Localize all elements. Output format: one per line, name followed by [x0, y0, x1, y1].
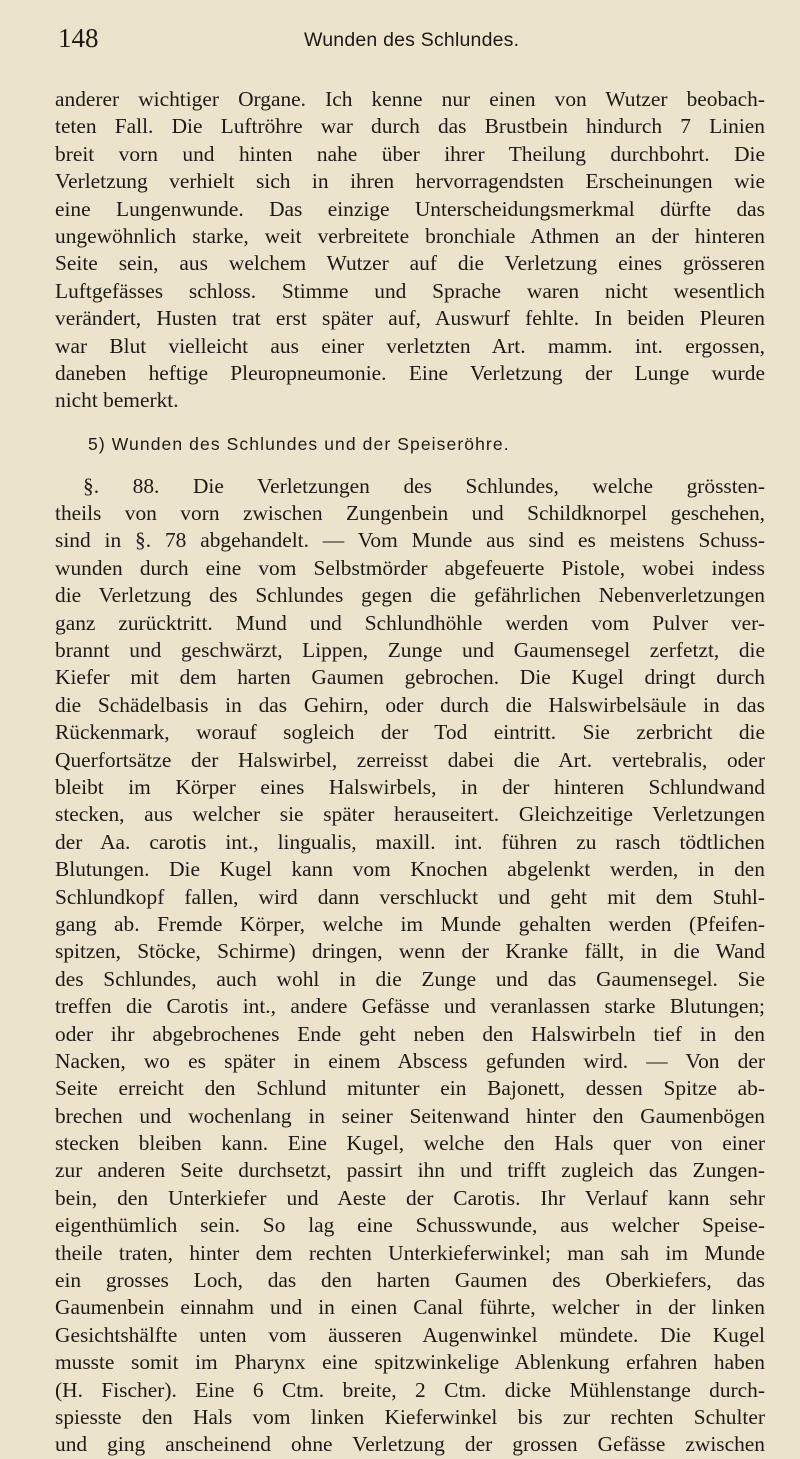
text-line: Rückenmark, worauf sogleich der Tod eintritt. Sie zerbricht die [55, 720, 765, 745]
text-line: bein, den Unterkiefer und Aeste der Carotis. Ihr Verlauf kann sehr [55, 1185, 765, 1210]
text-line: eigenthümlich sein. So lag eine Schusswunde, aus welcher Speise- [55, 1213, 765, 1238]
text-line: Seite erreicht den Schlund mitunter ein Bajonett, dessen Spitze ab- [55, 1076, 765, 1101]
text-line: Gaumenbein einnahm und in einen Canal führte, welcher in der linken [55, 1295, 765, 1320]
text-line: Blutungen. Die Kugel kann vom Knochen abgelenkt werden, in den [55, 857, 765, 882]
text-line: spiesste den Hals vom linken Kieferwinkel bis zur rechten Schulter [55, 1404, 765, 1429]
text-line: ein grosses Loch, das den harten Gaumen des Oberkiefers, das [55, 1268, 765, 1293]
text-line: theile traten, hinter dem rechten Unterkieferwinkel; man sah im Munde [55, 1240, 765, 1265]
text-line: war Blut vielleicht aus einer verletzten Art. mamm. int. ergossen, [55, 333, 765, 358]
text-line: theils von vorn zwischen Zungenbein und Schildknorpel geschehen, [55, 501, 765, 526]
text-line: die Verletzung des Schlundes gegen die gefährlichen Nebenverletzungen [55, 583, 765, 608]
text-line: ganz zurücktritt. Mund und Schlundhöhle werden vom Pulver ver- [55, 610, 765, 635]
text-line: wunden durch eine vom Selbstmörder abgefeuerte Pistole, wobei indess [55, 555, 765, 580]
paragraph-1 [55, 86, 765, 415]
text-line: bleibt im Körper eines Halswirbels, in der hinteren Schlundwand [55, 774, 765, 799]
text-line: Querfortsätze der Halswirbel, zerreisst dabei die Art. vertebralis, oder [55, 747, 765, 772]
text-line: verändert, Husten trat erst später auf, Auswurf fehlte. In beiden Pleuren [55, 306, 765, 331]
text-line: spitzen, Stöcke, Schirme) dringen, wenn der Kranke fällt, in die Wand [55, 939, 765, 964]
text-line: die Schädelbasis in das Gehirn, oder durch die Halswirbelsäule in das [55, 692, 765, 717]
text-line: gang ab. Fremde Körper, welche im Munde gehalten werden (Pfeifen- [55, 911, 765, 936]
text-line: des Schlundes, auch wohl in die Zunge und das Gaumensegel. Sie [55, 966, 765, 991]
paragraph-2 [55, 473, 765, 1459]
text-line: Schlundkopf fallen, wird dann verschluckt und geht mit dem Stuhl- [55, 884, 765, 909]
text-line: breit vorn und hinten nahe über ihrer Theilung durchbohrt. Die [55, 141, 765, 166]
text-line: der Aa. carotis int., lingualis, maxill. int. führen zu rasch tödtlichen [55, 829, 765, 854]
page-number: 148 [58, 23, 99, 53]
text-line: (H. Fischer). Eine 6 Ctm. breite, 2 Ctm. dicke Mühlenstange durch- [55, 1377, 765, 1402]
text-line: ungewöhnlich starke, weit verbreitete bronchiale Athmen an der hinteren [55, 223, 765, 248]
section-heading: 5) Wunden des Schlundes und der Speiseröhre. [88, 433, 510, 454]
running-head: Wunden des Schlundes. [304, 29, 520, 51]
text-line: eine Lungenwunde. Das einzige Unterscheidungsmerkmal dürfte das [55, 196, 765, 221]
text-line: teten Fall. Die Luftröhre war durch das Brustbein hindurch 7 Linien [55, 114, 765, 139]
text-line: Nacken, wo es später in einem Abscess gefunden wird. — Von der [55, 1048, 765, 1073]
text-line: Seite sein, aus welchem Wutzer auf die Verletzung eines grösseren [55, 251, 765, 276]
text-line: brechen und wochenlang in seiner Seitenwand hinter den Gaumenbögen [55, 1103, 765, 1128]
text-line: oder ihr abgebrochenes Ende geht neben den Halswirbeln tief in den [55, 1021, 765, 1046]
text-line: brannt und geschwärzt, Lippen, Zunge und Gaumensegel zerfetzt, die [55, 638, 765, 663]
text-line: sind in §. 78 abgehandelt. — Vom Munde aus sind es meistens Schuss- [55, 528, 765, 553]
text-line: anderer wichtiger Organe. Ich kenne nur einen von Wutzer beobach- [55, 87, 765, 111]
text-line: stecken, aus welcher sie später herauseitert. Gleichzeitige Verletzungen [55, 802, 765, 827]
text-line: nicht bemerkt. [55, 388, 179, 413]
body-text [55, 86, 765, 1459]
text-line: und ging anscheinend ohne Verletzung der grossen Gefässe zwischen [55, 1432, 765, 1457]
text-line: zur anderen Seite durchsetzt, passirt ihn und trifft zugleich das Zungen- [55, 1158, 765, 1183]
text-line: musste somit im Pharynx eine spitzwinkelige Ablenkung erfahren haben [55, 1350, 765, 1375]
text-line: Luftgefässes schloss. Stimme und Sprache waren nicht wesentlich [55, 278, 765, 303]
text-line: Kiefer mit dem harten Gaumen gebrochen. Die Kugel dringt durch [55, 665, 765, 690]
text-line: daneben heftige Pleuropneumonie. Eine Verletzung der Lunge wurde [55, 360, 765, 385]
text-line: treffen die Carotis int., andere Gefässe und veranlassen starke Blutungen; [55, 994, 765, 1019]
text-line: Verletzung verhielt sich in ihren hervorragendsten Erscheinungen wie [55, 169, 765, 194]
text-line: Gesichtshälfte unten vom äusseren Augenwinkel mündete. Die Kugel [55, 1322, 765, 1347]
text-line: stecken bleiben kann. Eine Kugel, welche den Hals quer von einer [55, 1131, 765, 1156]
page-header [58, 20, 760, 60]
text-line: §. 88. Die Verletzungen des Schlundes, welche grössten- [83, 473, 765, 498]
